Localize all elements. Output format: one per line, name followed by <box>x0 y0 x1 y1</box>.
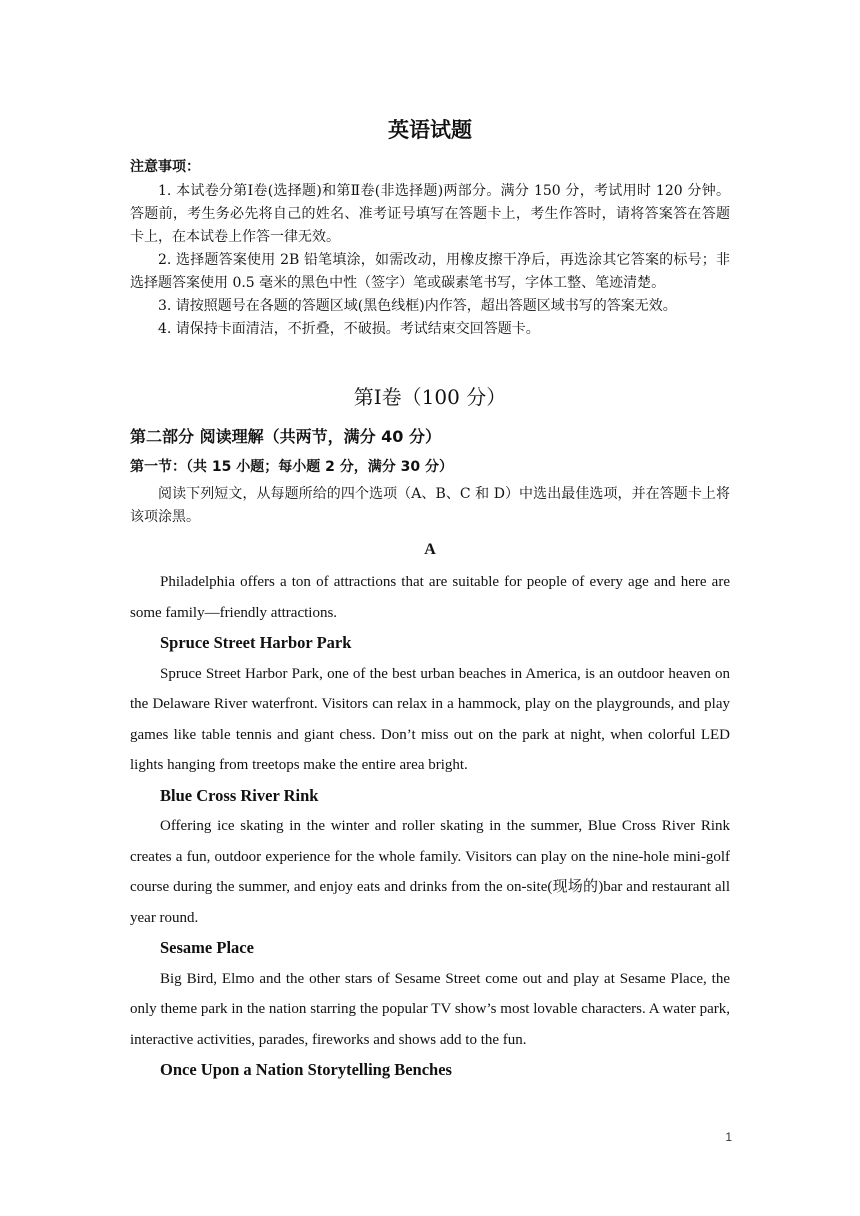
notice-item: 2. 选择题答案使用 2B 铅笔填涂，如需改动，用橡皮擦干净后，再选涂其它答案的标号；非选择题答案使用 0.5 毫米的黑色中性（签字）笔或碳素笔书写，字体工整、笔迹清楚。 <box>130 252 730 291</box>
notice-item: 3. 请按照题号在各题的答题区域(黑色线框)内作答，超出答题区域书写的答案无效。 <box>158 298 677 314</box>
notice-item: 4. 请保持卡面清洁，不折叠，不破损。考试结束交回答题卡。 <box>158 321 540 337</box>
page-number: 1 <box>725 1130 732 1144</box>
page-title: 英语试题 <box>388 117 472 142</box>
notice-item: 1. 本试卷分第Ⅰ卷(选择题)和第Ⅱ卷(非选择题)两部分。满分 150 分，考试用时 120 分钟。答题前，考生务必先将自己的姓名、准考证号填写在答题卡上，考生作答时，请将答案答在答题卡上，在本试卷上作答一律无效。 <box>130 183 730 245</box>
attraction-text: Offering ice skating in the winter and roller skating in the summer, Blue Cross River Rink creates a fun, outdoor experience for the whole family. Visitors can play on the nine-hole mini-golf course during the summer, and enjoy eats and drinks from the on-site(现场的)bar and restaurant all year round. <box>130 818 730 926</box>
attraction-heading: Once Upon a Nation Storytelling Benches <box>160 1060 452 1079</box>
instructions-text: 阅读下列短文，从每题所给的四个选项（A、B、C 和 D）中选出最佳选项，并在答题卡上将该项涂黑。 <box>130 486 730 525</box>
attraction-text: Spruce Street Harbor Park, one of the best urban beaches in America, is an outdoor heaven on the Delaware River waterfront. Visitors can relax in a hammock, play on the playgrounds, and play games like table tennis and giant chess. Don’t miss out on the park at night, when colorful LED lights hanging from treetops make the entire area bright. <box>130 665 730 773</box>
passage-intro: Philadelphia offers a ton of attractions that are suitable for people of every age and here are some family—friendly attractions. <box>130 574 730 621</box>
attraction-text: Big Bird, Elmo and the other stars of Sesame Street come out and play at Sesame Place, the only theme park in the nation starring the popular TV show’s most lovable characters. A water park, interactive activities, parades, fireworks and shows add to the fun. <box>130 970 730 1048</box>
passage-letter: A <box>424 541 436 558</box>
attraction-heading: Spruce Street Harbor Park <box>160 633 352 652</box>
notice-label: 注意事项： <box>130 159 200 175</box>
attraction-heading: Blue Cross River Rink <box>160 785 319 805</box>
section-title: 第一节：（共 15 小题；每小题 2 分，满分 30 分） <box>130 459 453 475</box>
volume-title: 第Ⅰ卷（100 分） <box>353 385 507 409</box>
passage-body <box>130 567 730 1086</box>
attraction-heading: Sesame Place <box>160 938 254 957</box>
part-title: 第二部分 阅读理解（共两节，满分 40 分） <box>130 427 441 446</box>
notice-list <box>130 180 730 341</box>
instructions <box>130 483 730 529</box>
